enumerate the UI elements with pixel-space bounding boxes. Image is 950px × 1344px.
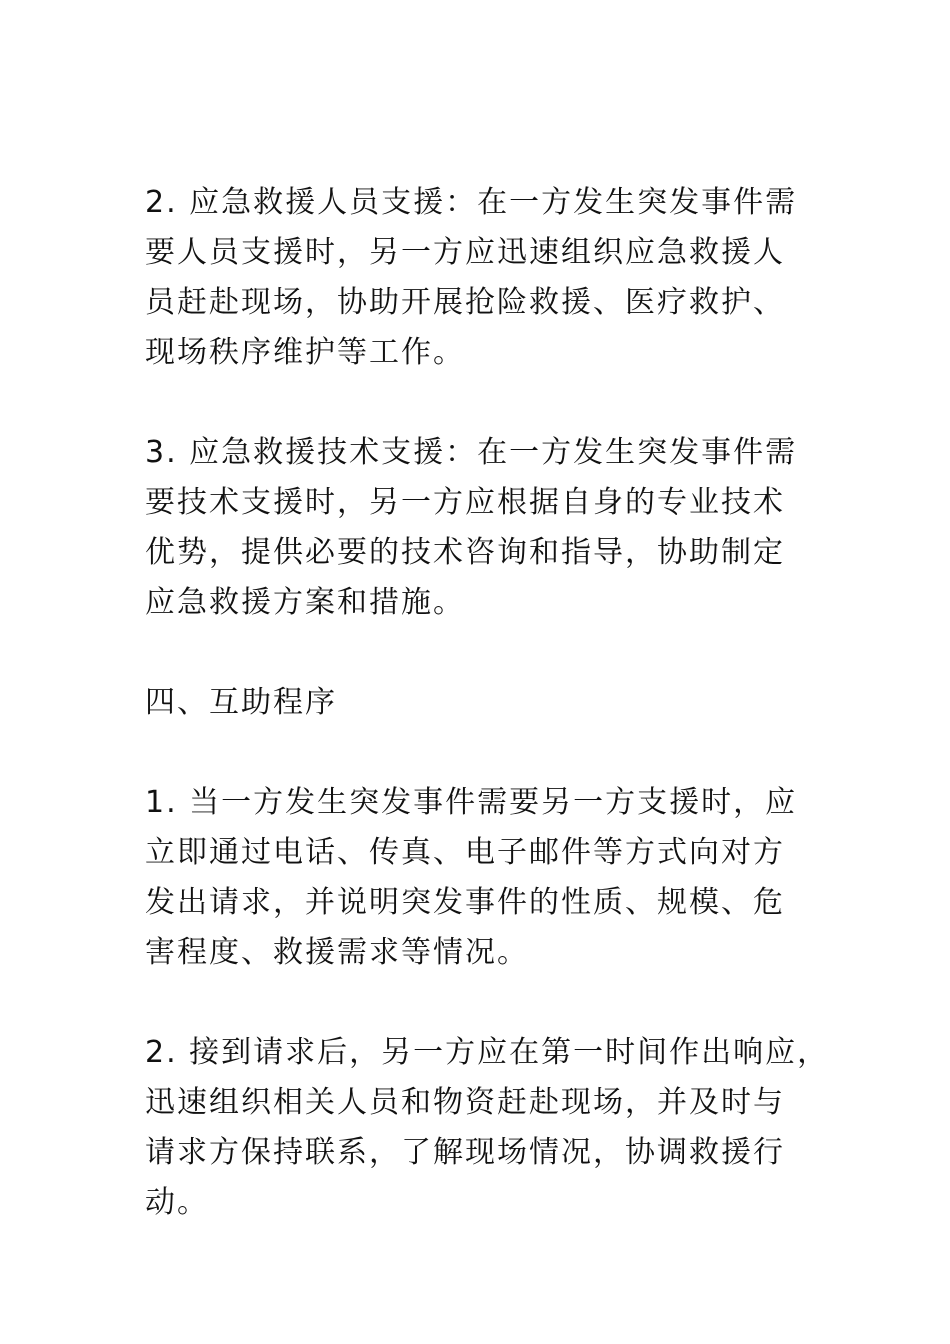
paragraph-response-procedure <box>145 1028 835 1228</box>
text-line: 动。 <box>145 1185 209 1220</box>
text-line: 3. 应急救援技术支援：在一方发生突发事件需 <box>145 435 798 470</box>
document-body <box>145 178 835 1228</box>
text-line: 立即通过电话、传真、电子邮件等方式向对方 <box>145 835 785 870</box>
text-line: 发出请求，并说明突发事件的性质、规模、危 <box>145 885 785 920</box>
paragraph-spacer <box>145 978 835 1028</box>
paragraph-spacer <box>145 628 835 678</box>
heading-line: 四、互助程序 <box>145 685 337 720</box>
text-line: 要人员支援时，另一方应迅速组织应急救援人 <box>145 235 785 270</box>
text-line: 优势，提供必要的技术咨询和指导，协助制定 <box>145 535 785 570</box>
text-line: 应急救援方案和措施。 <box>145 585 465 620</box>
paragraph-spacer <box>145 378 835 428</box>
paragraph-personnel-support <box>145 178 835 378</box>
text-line: 现场秩序维护等工作。 <box>145 335 465 370</box>
section-heading-mutual-aid-procedure <box>145 678 835 728</box>
text-line: 2. 接到请求后，另一方应在第一时间作出响应， <box>145 1035 830 1070</box>
paragraph-technical-support <box>145 428 835 628</box>
text-line: 1. 当一方发生突发事件需要另一方支援时，应 <box>145 785 798 820</box>
text-line: 请求方保持联系，了解现场情况，协调救援行 <box>145 1135 785 1170</box>
text-line: 迅速组织相关人员和物资赶赴现场，并及时与 <box>145 1085 785 1120</box>
paragraph-spacer <box>145 728 835 778</box>
text-line: 要技术支援时，另一方应根据自身的专业技术 <box>145 485 785 520</box>
text-line: 员赶赴现场，协助开展抢险救援、医疗救护、 <box>145 285 785 320</box>
text-line: 2. 应急救援人员支援：在一方发生突发事件需 <box>145 185 798 220</box>
text-line: 害程度、救援需求等情况。 <box>145 935 529 970</box>
paragraph-request-procedure <box>145 778 835 978</box>
